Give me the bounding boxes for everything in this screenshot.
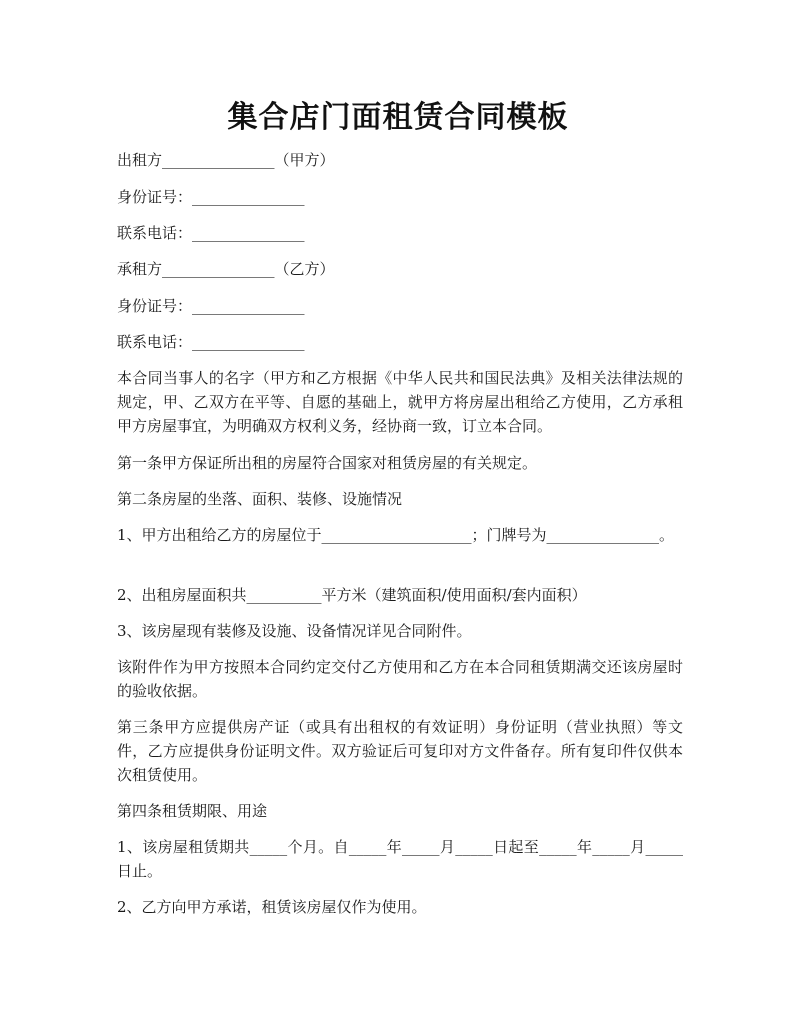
article-3-paragraph: 第三条甲方应提供房产证（或具有出租权的有效证明）身份证明（营业执照）等文件，乙方应提供身份证明文件。双方验证后可复印对方文件备存。所有复印件仅供本次租赁使用。: [117, 718, 683, 784]
article-2-item-2: 2、出租房屋面积共__________平方米（建筑面积/使用面积/套内面积）: [117, 586, 587, 604]
article-2-item-1: 1、甲方出租给乙方的房屋位于____________________；门牌号为_______________。: [117, 526, 675, 544]
article-2-heading: 第二条房屋的坐落、面积、装修、设施情况: [117, 490, 403, 508]
attachment-paragraph: 该附件作为甲方按照本合同约定交付乙方使用和乙方在本合同租赁期满交还该房屋时的验收依据。: [117, 658, 683, 700]
article-4-heading: 第四条租赁期限、用途: [117, 802, 268, 820]
lessee-name-line: 承租方_______________（乙方）: [117, 260, 335, 278]
preamble-paragraph: 本合同当事人的名字（甲方和乙方根据《中华人民共和国民法典》及相关法律法规的规定，甲、乙双方在平等、自愿的基础上，就甲方将房屋出租给乙方使用，乙方承租甲方房屋事宜，为明确双方权利义务，经协商一致，订立本合同。: [117, 369, 683, 435]
lessee-id-line: 身份证号：_______________: [117, 297, 305, 315]
lessor-id-line: 身份证号：_______________: [117, 188, 305, 206]
article-1-paragraph: 第一条甲方保证所出租的房屋符合国家对租赁房屋的有关规定。: [117, 454, 538, 472]
article-2-item-3: 3、该房屋现有装修及设施、设备情况详见合同附件。: [117, 622, 472, 640]
document-title: 集合店门面租赁合同模板: [227, 100, 569, 135]
article-4-item-2: 2、乙方向甲方承诺，租赁该房屋仅作为使用。: [117, 898, 427, 916]
article-4-item-1: 1、该房屋租赁期共_____个月。自_____年_____月_____日起至_____年_____月_____日止。: [117, 838, 683, 880]
lessee-phone-line: 联系电话：_______________: [117, 333, 305, 351]
lessor-phone-line: 联系电话：_______________: [117, 224, 305, 242]
lessor-name-line: 出租方_______________（甲方）: [117, 151, 335, 169]
